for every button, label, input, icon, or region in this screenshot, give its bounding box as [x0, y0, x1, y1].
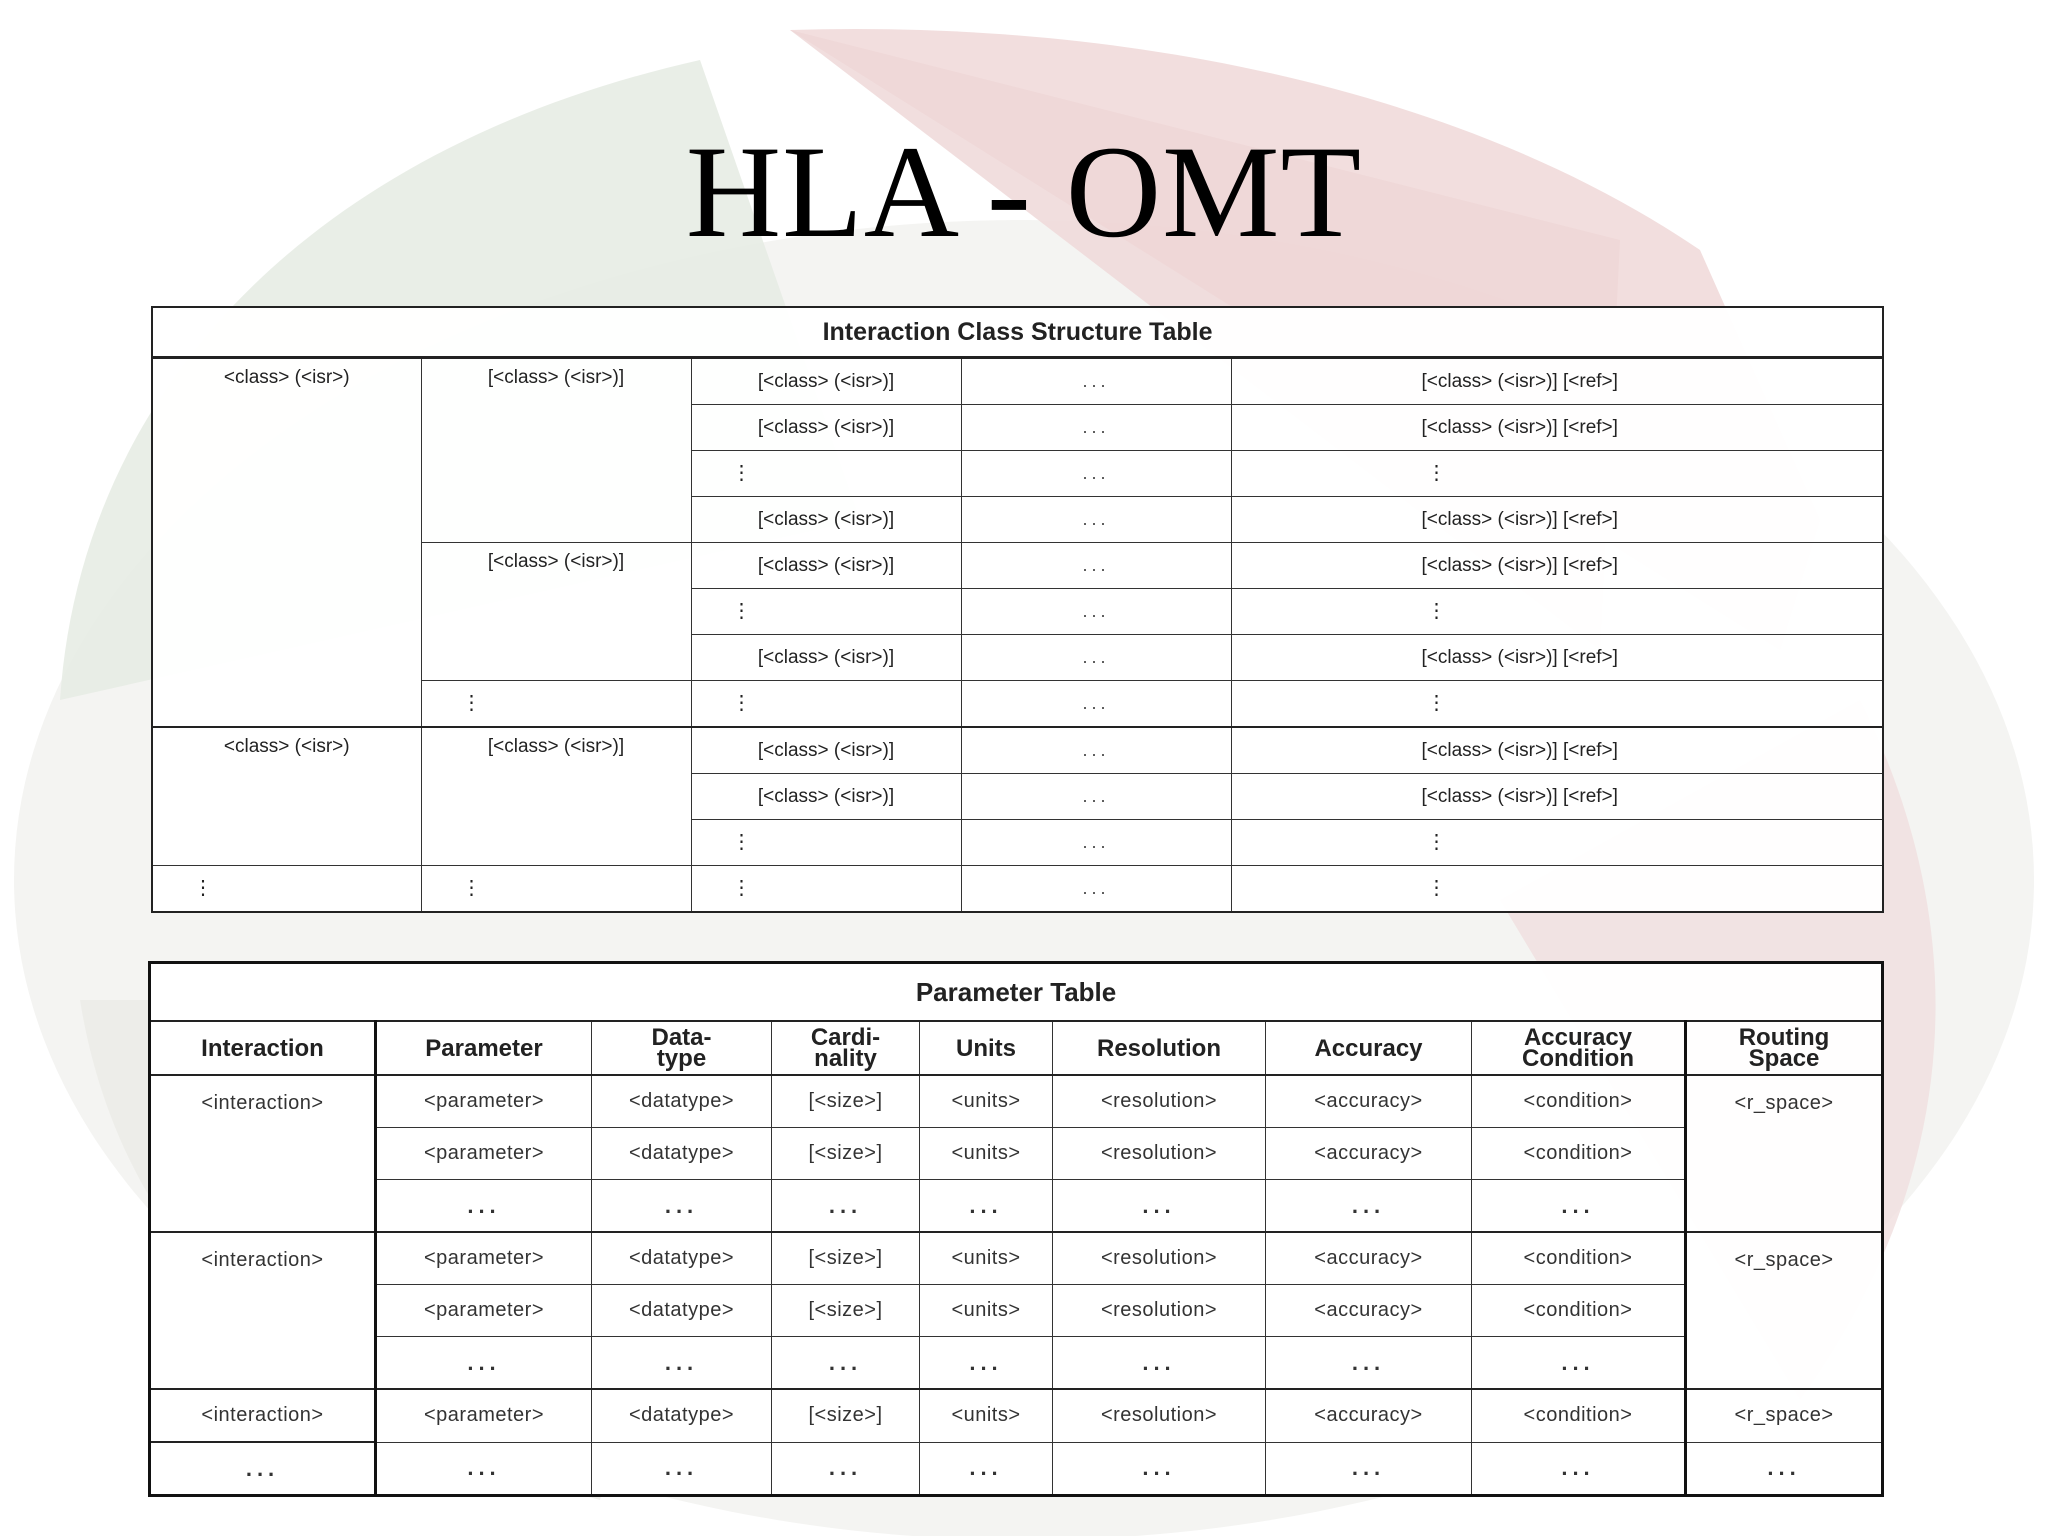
ellipsis-cell: ... — [1266, 1442, 1472, 1496]
accuracy-cell: <accuracy> — [1266, 1075, 1472, 1128]
condition-cell: <condition> — [1472, 1075, 1686, 1128]
ellipsis-cell: ... — [376, 1337, 592, 1390]
vertical-ellipsis-cell: ⋮ — [691, 589, 961, 635]
units-cell: <units> — [920, 1285, 1053, 1337]
header-interaction: Interaction — [150, 1021, 376, 1075]
accuracy-cell: <accuracy> — [1266, 1232, 1472, 1285]
accuracy-cell: <accuracy> — [1266, 1285, 1472, 1337]
ellipsis-cell: ... — [1472, 1337, 1686, 1390]
routing-space-cell: <r_space> — [1686, 1075, 1883, 1232]
datatype-cell: <datatype> — [592, 1075, 772, 1128]
datatype-cell: <datatype> — [592, 1128, 772, 1180]
ellipsis-cell: ... — [1053, 1442, 1266, 1496]
cardinality-cell: [<size>] — [772, 1285, 920, 1337]
subclass-leaf-cell: [<class> (<isr>)] — [691, 405, 961, 451]
vertical-ellipsis-cell: ⋮ — [421, 866, 691, 913]
cardinality-cell: [<size>] — [772, 1075, 920, 1128]
ellipsis-cell: ... — [772, 1337, 920, 1390]
condition-cell: <condition> — [1472, 1128, 1686, 1180]
subclass-leaf-cell: [<class> (<isr>)] — [691, 543, 961, 589]
parameter-cell: <parameter> — [376, 1232, 592, 1285]
interaction-class-structure-table — [151, 306, 1884, 913]
condition-cell: <condition> — [1472, 1232, 1686, 1285]
ellipsis-cell: ... — [592, 1337, 772, 1390]
header-routing-space: Routing Space — [1686, 1021, 1883, 1075]
interaction-class-table-title: Interaction Class Structure Table — [152, 307, 1883, 358]
accuracy-cell: <accuracy> — [1266, 1128, 1472, 1180]
ref-cell: [<class> (<isr>)] [<ref>] — [1231, 543, 1883, 589]
subclass-leaf-cell: [<class> (<isr>)] — [691, 497, 961, 543]
vertical-ellipsis-cell: ⋮ — [152, 866, 421, 913]
ellipsis-cell: ... — [961, 543, 1231, 589]
ref-cell: [<class> (<isr>)] [<ref>] — [1231, 497, 1883, 543]
datatype-cell: <datatype> — [592, 1285, 772, 1337]
units-cell: <units> — [920, 1128, 1053, 1180]
ellipsis-cell: ... — [961, 866, 1231, 913]
interaction-cell: <interaction> — [150, 1389, 376, 1442]
subclass-cell: [<class> (<isr>)] — [421, 543, 691, 681]
ellipsis-cell: ... — [920, 1442, 1053, 1496]
ellipsis-cell: ... — [772, 1180, 920, 1233]
subclass-leaf-cell: [<class> (<isr>)] — [691, 727, 961, 774]
ellipsis-cell: ... — [1053, 1180, 1266, 1233]
routing-space-cell: <r_space> — [1686, 1389, 1883, 1442]
vertical-ellipsis-cell: ⋮ — [1231, 820, 1883, 866]
ellipsis-cell: ... — [592, 1442, 772, 1496]
ellipsis-cell: ... — [961, 451, 1231, 497]
interaction-cell: <interaction> — [150, 1232, 376, 1389]
ellipsis-cell: ... — [961, 497, 1231, 543]
cardinality-cell: [<size>] — [772, 1232, 920, 1285]
ref-cell: [<class> (<isr>)] [<ref>] — [1231, 727, 1883, 774]
condition-cell: <condition> — [1472, 1285, 1686, 1337]
header-datatype: Data- type — [592, 1021, 772, 1075]
ellipsis-cell: ... — [961, 681, 1231, 728]
subclass-leaf-cell: [<class> (<isr>)] — [691, 635, 961, 681]
ellipsis-cell: ... — [592, 1180, 772, 1233]
ellipsis-cell: ... — [150, 1442, 376, 1496]
ellipsis-cell: ... — [961, 358, 1231, 405]
resolution-cell: <resolution> — [1053, 1232, 1266, 1285]
ellipsis-cell: ... — [376, 1442, 592, 1496]
units-cell: <units> — [920, 1389, 1053, 1442]
ellipsis-cell: ... — [1053, 1337, 1266, 1390]
vertical-ellipsis-cell: ⋮ — [1231, 866, 1883, 913]
ellipsis-cell: ... — [920, 1180, 1053, 1233]
header-accuracy: Accuracy — [1266, 1021, 1472, 1075]
subclass-leaf-cell: [<class> (<isr>)] — [691, 358, 961, 405]
vertical-ellipsis-cell: ⋮ — [1231, 681, 1883, 728]
cardinality-cell: [<size>] — [772, 1128, 920, 1180]
ellipsis-cell: ... — [961, 774, 1231, 820]
ref-cell: [<class> (<isr>)] [<ref>] — [1231, 774, 1883, 820]
ellipsis-cell: ... — [376, 1180, 592, 1233]
routing-space-cell: <r_space> — [1686, 1232, 1883, 1389]
ellipsis-cell: ... — [1266, 1337, 1472, 1390]
slide-title: HLA - OMT — [685, 118, 1363, 265]
ref-cell: [<class> (<isr>)] [<ref>] — [1231, 405, 1883, 451]
header-cardinality: Cardi- nality — [772, 1021, 920, 1075]
parameter-table — [148, 961, 1884, 1497]
ref-cell: [<class> (<isr>)] [<ref>] — [1231, 635, 1883, 681]
ellipsis-cell: ... — [961, 727, 1231, 774]
parameter-table-title: Parameter Table — [150, 963, 1883, 1022]
class-cell: <class> (<isr>) — [152, 727, 421, 866]
ellipsis-cell: ... — [1266, 1180, 1472, 1233]
resolution-cell: <resolution> — [1053, 1075, 1266, 1128]
datatype-cell: <datatype> — [592, 1232, 772, 1285]
vertical-ellipsis-cell: ⋮ — [691, 866, 961, 913]
units-cell: <units> — [920, 1232, 1053, 1285]
ellipsis-cell: ... — [961, 635, 1231, 681]
resolution-cell: <resolution> — [1053, 1128, 1266, 1180]
parameter-cell: <parameter> — [376, 1389, 592, 1442]
accuracy-cell: <accuracy> — [1266, 1389, 1472, 1442]
interaction-cell: <interaction> — [150, 1075, 376, 1232]
parameter-cell: <parameter> — [376, 1075, 592, 1128]
ellipsis-cell: ... — [1686, 1442, 1883, 1496]
vertical-ellipsis-cell: ⋮ — [1231, 589, 1883, 635]
vertical-ellipsis-cell: ⋮ — [1231, 451, 1883, 497]
ellipsis-cell: ... — [1472, 1180, 1686, 1233]
condition-cell: <condition> — [1472, 1389, 1686, 1442]
vertical-ellipsis-cell: ⋮ — [691, 451, 961, 497]
header-accuracy-condition: Accuracy Condition — [1472, 1021, 1686, 1075]
header-units: Units — [920, 1021, 1053, 1075]
datatype-cell: <datatype> — [592, 1389, 772, 1442]
header-resolution: Resolution — [1053, 1021, 1266, 1075]
resolution-cell: <resolution> — [1053, 1389, 1266, 1442]
parameter-cell: <parameter> — [376, 1128, 592, 1180]
ellipsis-cell: ... — [961, 820, 1231, 866]
vertical-ellipsis-cell: ⋮ — [691, 820, 961, 866]
ellipsis-cell: ... — [961, 589, 1231, 635]
subclass-cell: [<class> (<isr>)] — [421, 727, 691, 866]
subclass-cell: [<class> (<isr>)] — [421, 358, 691, 543]
ellipsis-cell: ... — [961, 405, 1231, 451]
cardinality-cell: [<size>] — [772, 1389, 920, 1442]
subclass-leaf-cell: [<class> (<isr>)] — [691, 774, 961, 820]
parameter-cell: <parameter> — [376, 1285, 592, 1337]
vertical-ellipsis-cell: ⋮ — [421, 681, 691, 728]
units-cell: <units> — [920, 1075, 1053, 1128]
ellipsis-cell: ... — [772, 1442, 920, 1496]
header-parameter: Parameter — [376, 1021, 592, 1075]
vertical-ellipsis-cell: ⋮ — [691, 681, 961, 728]
class-cell: <class> (<isr>) — [152, 358, 421, 728]
ellipsis-cell: ... — [1472, 1442, 1686, 1496]
ellipsis-cell: ... — [920, 1337, 1053, 1390]
resolution-cell: <resolution> — [1053, 1285, 1266, 1337]
ref-cell: [<class> (<isr>)] [<ref>] — [1231, 358, 1883, 405]
